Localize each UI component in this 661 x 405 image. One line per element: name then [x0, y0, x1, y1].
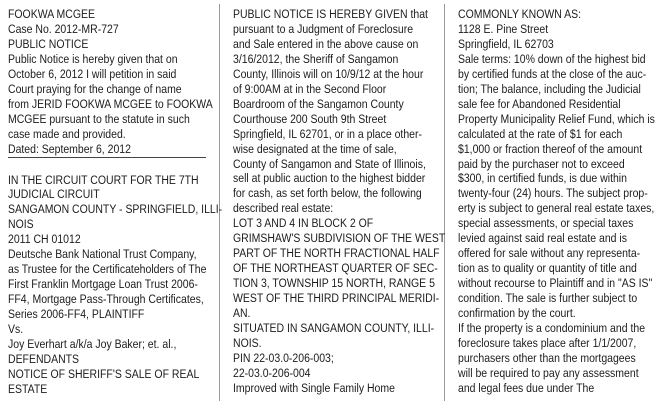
caption-line: JUDICIAL CIRCUIT: [8, 187, 100, 202]
notice-line: Court praying for the change of name: [8, 81, 182, 96]
caption-line: SANGAMON COUNTY - SPRINGFIELD, ILLI-: [8, 202, 223, 217]
caption-line: IN THE CIRCUIT COURT FOR THE 7TH: [8, 172, 199, 187]
body-line: described real estate:: [233, 201, 334, 216]
caption-line: Series 2006-FF4, PLAINTIFF: [8, 307, 145, 322]
notice-line: MCGEE pursuant to the statute in such: [8, 111, 190, 126]
caption-line: NOIS: [8, 217, 34, 232]
body-line: twenty-four (24) hours. The subject prop-: [458, 186, 648, 201]
body-line: Sale terms: 10% down of the highest bid: [458, 51, 646, 66]
section-divider: [8, 157, 206, 158]
caption-line: Deutsche Bank National Trust Company,: [8, 247, 197, 262]
body-line: for cash, as set forth below, the following: [233, 186, 422, 201]
notice-line: FOOKWA MCGEE: [8, 7, 95, 21]
body-line: Courthouse 200 South 9th Street: [233, 111, 387, 126]
legal-description-line: TION 3, TOWNSHIP 15 NORTH, RANGE 5: [233, 276, 435, 291]
legal-description-line: PART OF THE NORTH FRACTIONAL HALF: [233, 246, 440, 261]
legal-description-line: SITUATED IN SANGAMON COUNTY, ILLI-: [233, 321, 435, 336]
body-line: County, Illinois will on 10/9/12 at the hour: [233, 66, 424, 81]
legal-description-line: AN.: [233, 306, 251, 321]
caption-line: First Franklin Mortgage Loan Trust 2006-: [8, 277, 198, 292]
body-line: 3/16/2012, the Sheriff of Sangamon: [233, 51, 399, 66]
legal-description-line: NOIS.: [233, 335, 262, 350]
body-line: and Sale entered in the above cause on: [233, 36, 419, 51]
body-line: paid by the purchaser not to exceed: [458, 156, 625, 171]
legal-description-line: GRIMSHAW'S SUBDIVISION OF THE WEST: [233, 231, 446, 246]
caption-line: NOTICE OF SHERIFF'S SALE OF REAL: [8, 366, 200, 381]
body-line: $300, in certified funds, is due within: [458, 171, 627, 186]
legal-description-line: WEST OF THE THIRD PRINCIPAL MERIDI-: [233, 291, 440, 306]
body-line: Improved with Single Family Home: [233, 380, 395, 395]
body-line: by certified funds at the close of the auc-: [458, 66, 647, 81]
body-line: offered for sale without any representa-: [458, 246, 641, 261]
body-line: sell at public auction to the highest bidder: [233, 171, 426, 186]
body-line: tion as to quality or quantity of title and: [458, 261, 637, 276]
column-middle: [233, 7, 446, 396]
notice-line: case made and provided.: [8, 126, 126, 141]
name-change-notice: [8, 7, 213, 157]
notice-line: from JERID FOOKWA MCGEE to FOOKWA: [8, 96, 213, 111]
caption-line: 2011 CH 01012: [8, 232, 81, 247]
body-line: tion; The balance, including the Judicial: [458, 81, 641, 96]
caption-line: ESTATE: [8, 381, 48, 396]
legal-description-line: LOT 3 AND 4 IN BLOCK 2 OF: [233, 216, 374, 231]
caption-line: FF4, Mortgage Pass-Through Certificates,: [8, 292, 204, 307]
body-line: Boardroom of the Sangamon County: [233, 96, 404, 111]
body-line: sale fee for Abandoned Residential: [458, 96, 621, 111]
body-line: Property Municipality Relief Fund, which is: [458, 111, 655, 126]
body-line: levied against said real estate and is: [458, 231, 627, 246]
body-line: confirmation by the court.: [458, 306, 576, 321]
body-line: condition. The sale is further subject to: [458, 291, 638, 306]
body-line: PUBLIC NOTICE IS HEREBY GIVEN that: [233, 7, 428, 21]
body-line: and legal fees due under The: [458, 380, 595, 395]
body-line: foreclosure takes place after 1/1/2007,: [458, 335, 637, 350]
caption-line: Vs.: [8, 322, 24, 337]
caption-line: DEFENDANTS: [8, 351, 80, 366]
body-line: calculated at the rate of $1 for each: [458, 126, 623, 141]
body-line: COMMONLY KNOWN AS:: [458, 7, 582, 21]
pin-line: 22-03.0-206-004: [233, 365, 311, 380]
address-line: Springfield, IL 62703: [458, 36, 554, 51]
body-line: If the property is a condominium and the: [458, 321, 646, 336]
column-divider-right: [444, 4, 445, 401]
body-line: pursuant to a Judgment of Foreclosure: [233, 21, 414, 36]
body-line: erty is subject to general real estate taxes,: [458, 201, 655, 216]
body-line: will be required to pay any assessment: [458, 365, 639, 380]
body-line: of 9:00AM at in the Second Floor: [233, 81, 387, 96]
legal-description-line: OF THE NORTHEAST QUARTER OF SEC-: [233, 261, 438, 276]
body-line: wise designated at the time of sale,: [233, 141, 397, 156]
body-line: without recourse to Plaintiff and in "AS IS": [458, 276, 653, 291]
body-line: purchasers other than the mortgagees: [458, 350, 636, 365]
column-left: [8, 7, 223, 397]
body-line: special assessments, or special taxes: [458, 216, 634, 231]
notice-line: PUBLIC NOTICE: [8, 36, 89, 51]
notice-line: Case No. 2012-MR-727: [8, 21, 119, 36]
notice-line: Public Notice is hereby given that on: [8, 51, 178, 66]
notice-line: October 6, 2012 I will petition in said: [8, 66, 177, 81]
body-line: County of Sangamon and State of Illinois,: [233, 156, 426, 171]
column-right: [458, 7, 658, 396]
body-line: $1,000 or fraction thereof of the amount: [458, 141, 643, 156]
body-line: Springfield, IL 62701, or in a place other-: [233, 126, 422, 141]
caption-line: as Trustee for the Certificateholders of The: [8, 262, 207, 277]
caption-line: Joy Everhart a/k/a Joy Baker; et. al.,: [8, 337, 177, 352]
foreclosure-caption: [8, 172, 223, 397]
notice-line: Dated: September 6, 2012: [8, 141, 131, 156]
address-line: 1128 E. Pine Street: [458, 21, 549, 36]
pin-line: PIN 22-03.0-206-003;: [233, 350, 334, 365]
